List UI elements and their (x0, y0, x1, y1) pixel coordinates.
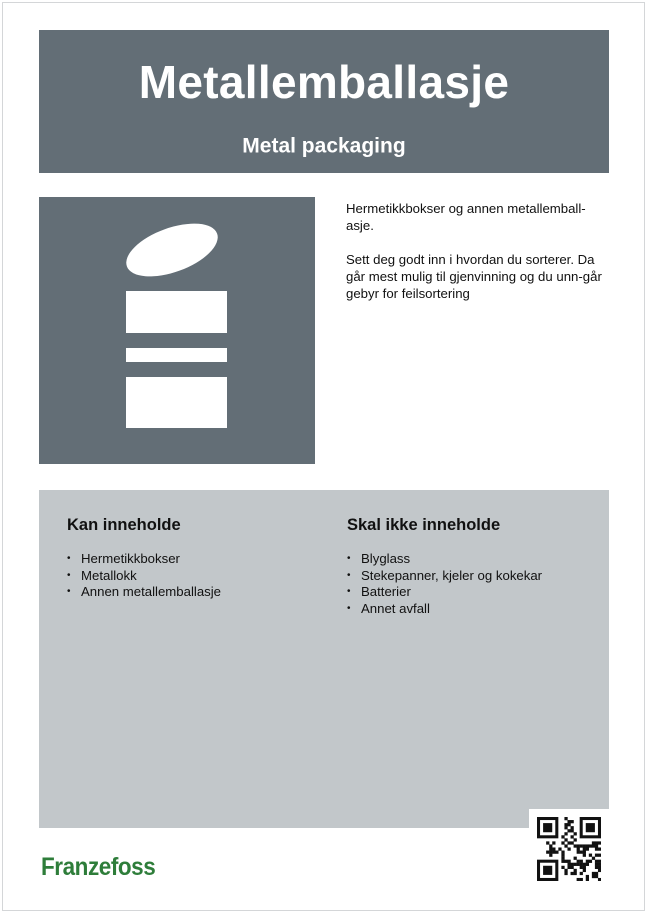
description-line-2: Sett deg godt inn i hvordan du sorterer. Da går mest mulig til gjenvinning og du unn-går gebyr for feilsortering (346, 252, 602, 301)
list-item: • Stekepanner, kjeler og kokekar (347, 568, 597, 585)
page-title: Metallemballasje (138, 56, 510, 108)
metal-can-icon-box (39, 197, 315, 464)
qr-code-icon (537, 817, 601, 881)
contents-panel (39, 490, 609, 828)
must-not-contain-column (347, 516, 597, 617)
description (346, 200, 608, 319)
can-contain-column (67, 516, 327, 601)
must-not-contain-heading: Skal ikke inneholde (347, 516, 501, 534)
page-subtitle: Metal packaging (242, 134, 406, 158)
qr-code[interactable] (529, 809, 609, 889)
header-banner (39, 30, 609, 173)
list-item: • Blyglass (347, 551, 597, 568)
list-item: • Hermetikkbokser (67, 551, 327, 568)
metal-can-icon (39, 197, 315, 464)
list-item: • Metallokk (67, 568, 327, 585)
franzefoss-logo: Franzefoss (41, 853, 156, 881)
description-line-1: Hermetikkbokser og annen metallemball- asje. (346, 201, 586, 233)
list-item: • Annen metallemballasje (67, 584, 327, 601)
list-item: • Batterier (347, 584, 597, 601)
list-item: • Annet avfall (347, 601, 597, 618)
can-contain-list (67, 551, 327, 601)
must-not-contain-list (347, 551, 597, 617)
can-contain-heading: Kan inneholde (67, 516, 181, 534)
